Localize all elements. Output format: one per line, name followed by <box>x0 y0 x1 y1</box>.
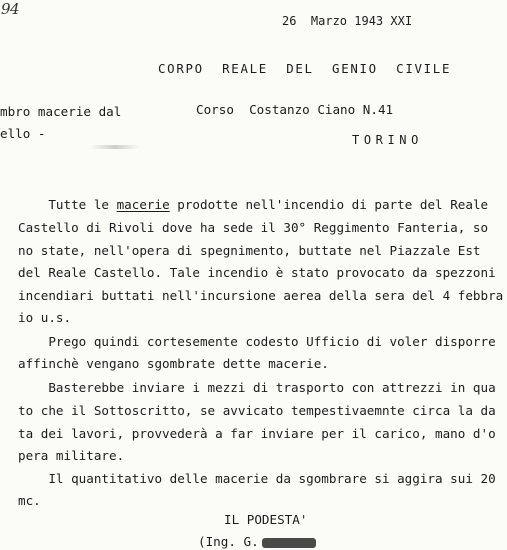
signature-name: (Ing. G. <box>198 534 259 549</box>
body-line: affinchè vengano sgombrate dette macerie. <box>18 356 329 371</box>
body-line: ta dei lavori, provvederà a far inviare per il carico, mano d'o <box>18 426 496 441</box>
ink-smudge <box>90 145 140 149</box>
subject-line-1: mbro macerie dal <box>0 104 122 119</box>
body-line: no state, nell'opera di spegnimento, buttate nel Piazzale Est <box>18 243 481 258</box>
body-line: io u.s. <box>18 310 72 325</box>
body-line: Prego quindi cortesemente codesto Ufficio di voler disporre <box>18 334 496 349</box>
body-line: to che il Sottoscritto, se avvicato tempestivaemnte circa la da <box>18 403 496 418</box>
body-line: Basterebbe inviare i mezzi di trasporto con attrezzi in qua <box>18 380 496 395</box>
letter-date: 26 Marzo 1943 XXI <box>282 14 413 28</box>
body-line: Tutte le macerie prodotte nell'incendio di parte del Reale <box>18 197 489 212</box>
body-line: Il quantitativo delle macerie da sgombrare si aggira sui 20 <box>18 471 496 486</box>
body-line: incendiari buttati nell'incursione aerea della sera del 4 febbra <box>18 288 504 303</box>
recipient-address: Corso Costanzo Ciano N.41 <box>196 102 394 117</box>
body-line: pera militare. <box>18 448 125 463</box>
redaction-blot <box>262 538 316 548</box>
body-line: del Reale Castello. Tale incendio è stato provocato da spezzoni <box>18 265 496 280</box>
recipient-name: CORPO REALE DEL GENIO CIVILE <box>158 61 452 76</box>
body-line: mc. <box>18 493 41 508</box>
signature-title: IL PODESTA' <box>224 512 308 527</box>
subject-line-2: ello - <box>0 126 46 141</box>
recipient-city: TORINO <box>352 133 423 147</box>
body-line: Castello di Rivoli dove ha sede il 30° Reggimento Fanteria, so <box>18 220 489 235</box>
margin-note: 94 <box>1 0 20 18</box>
